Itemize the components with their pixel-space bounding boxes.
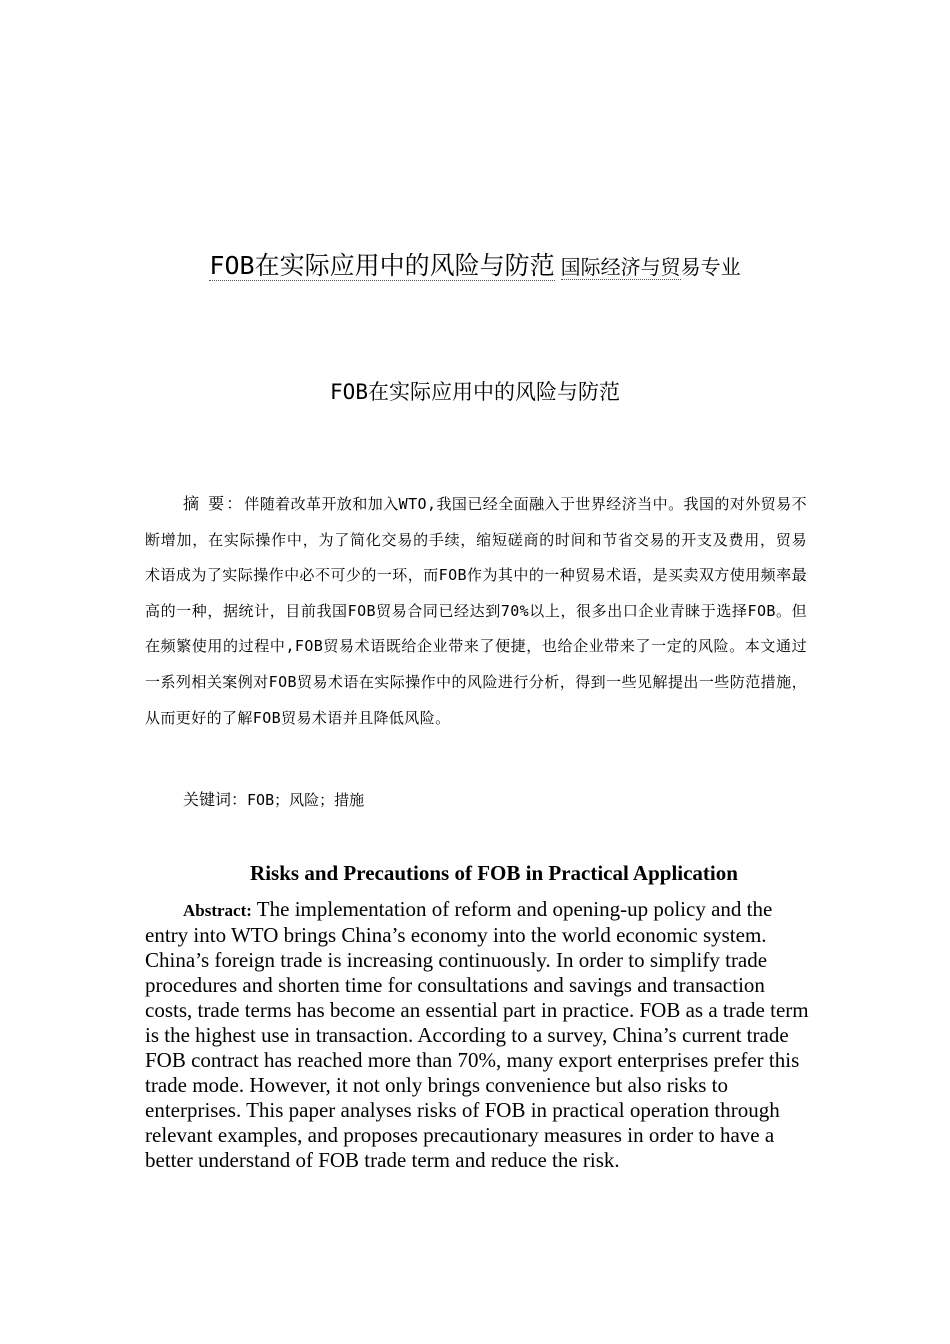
chinese-abstract [145, 486, 807, 736]
header-subtitle-underlined: 国际经济与贸 [560, 255, 681, 279]
chinese-keywords-text: FOB；风险；措施 [247, 791, 365, 809]
chinese-abstract-text: 伴随着改革开放和加入WTO,我国已经全面融入于世界经济当中。我国的对外贸易不断增加，在实际操作中，为了简化交易的手续，缩短磋商的时间和节省交易的开支及费用，贸易术语成为了实际操作中必不可少的一环，而FOB作为其中的一种贸易术语，是买卖双方使用频率最高的一种，据统计，目前我国FOB贸易合同已经达到70%以上，很多出口企业青睐于选择FOB。但在频繁使用的过程中,FOB贸易术语既给企业带来了便捷，也给企业带来了一定的风险。本文通过一系列相关案例对FOB贸易术语在实际操作中的风险进行分析，得到一些见解提出一些防范措施，从而更好的了解FOB贸易术语并且降低风险。 [145, 495, 808, 727]
chinese-keywords-label: 关键词： [183, 790, 248, 809]
english-title: Risks and Precautions of FOB in Practical Application [250, 861, 738, 885]
chinese-keywords [183, 782, 364, 818]
header-main-title: FOB在实际应用中的风险与防范 [209, 251, 555, 280]
chinese-title: FOB在实际应用中的风险与防范 [330, 380, 620, 404]
header-subtitle [561, 255, 741, 279]
english-abstract [145, 897, 809, 1173]
english-abstract-label: Abstract: [183, 901, 252, 920]
header-subtitle-rest: 易专业 [680, 255, 741, 279]
header-title [0, 246, 950, 282]
english-abstract-text: The implementation of reform and opening-up policy and the entry into WTO brings China’s economy into the world economic system. China’s foreign trade is increasing continuously. In order to simplify trade procedures and shorten time for consultations and savings and transaction costs, trade terms has become an essential part in practice. FOB as a trade term is the highest use in transaction. According to a survey, China’s current trade FOB contract has reached more than 70%, many export enterprises prefer this trade mode. However, it not only brings convenience but also risks to enterprises. This paper analyses risks of FOB in practical operation through relevant examples, and proposes precautionary measures in order to have a better understand of FOB trade term and reduce the risk. [145, 897, 809, 1172]
chinese-abstract-label: 摘 要： [183, 494, 245, 513]
